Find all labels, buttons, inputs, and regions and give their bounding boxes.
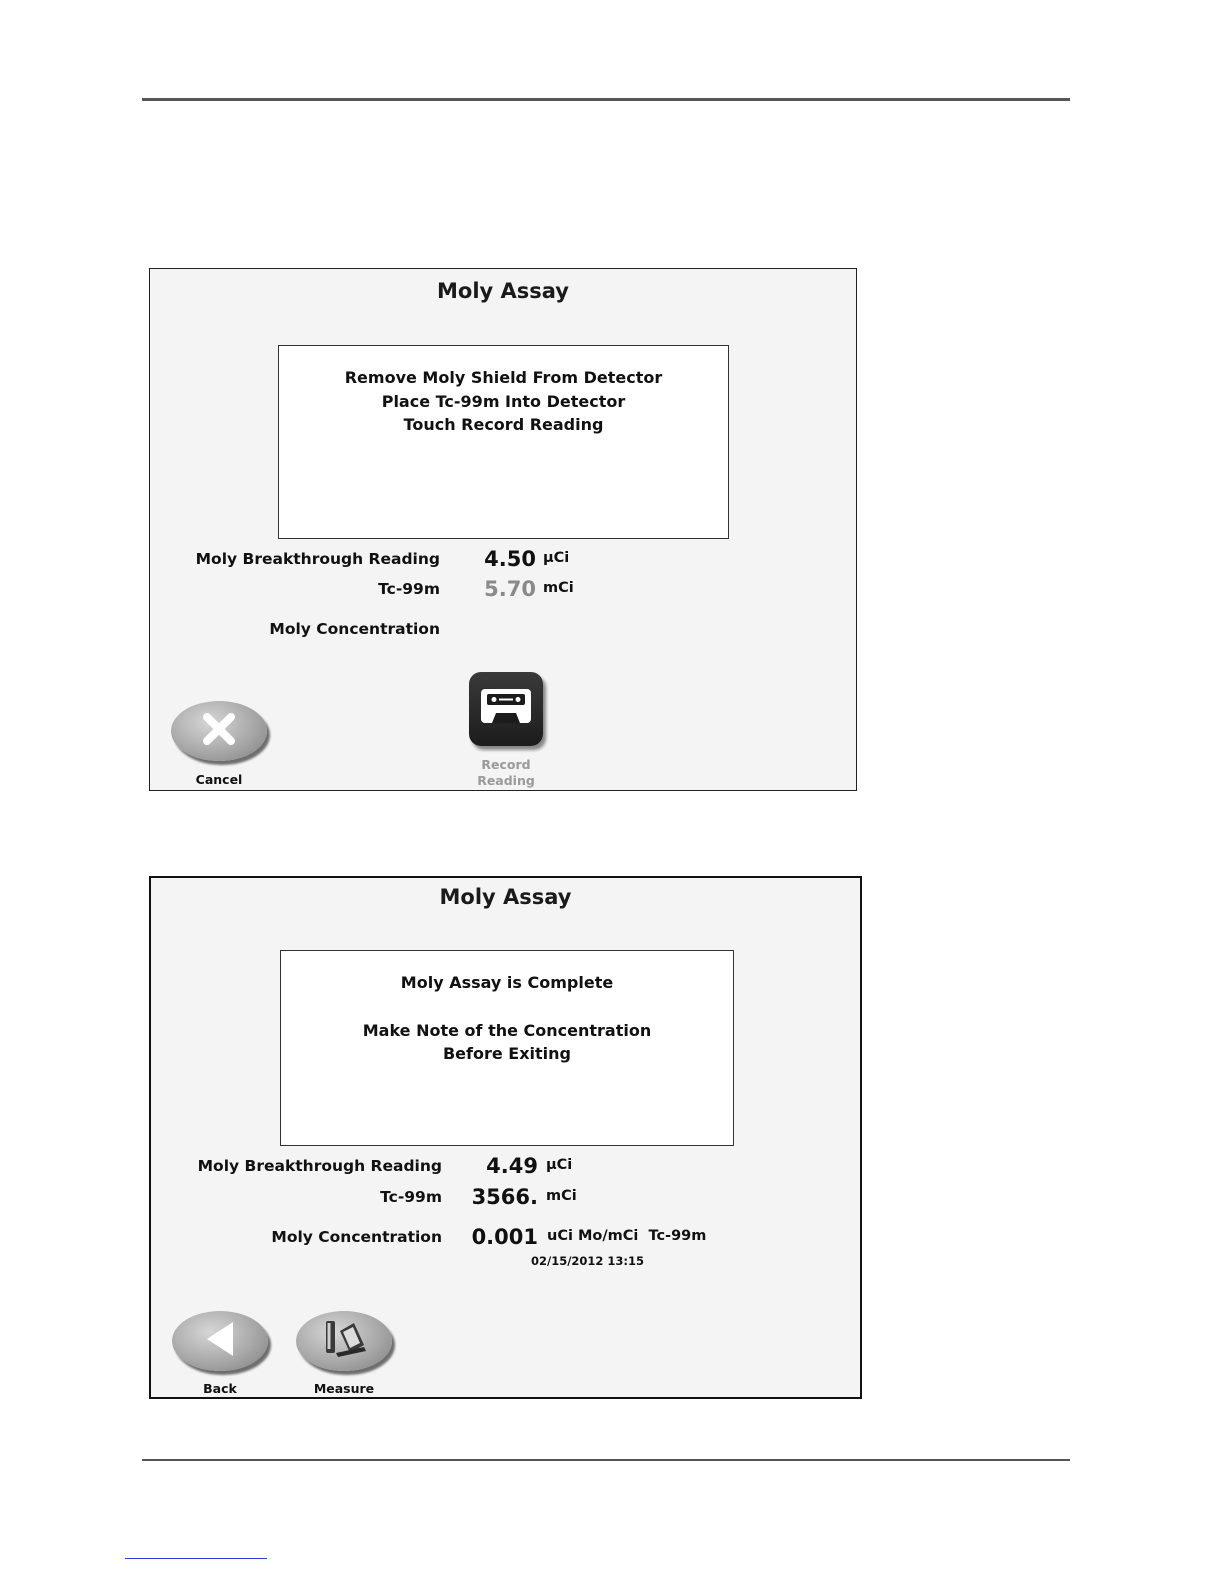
breakthrough-label: Moly Breakthrough Reading: [197, 1157, 442, 1175]
breakthrough-value: 4.50: [484, 547, 536, 571]
instruction-line: Make Note of the Concentration: [362, 1020, 652, 1040]
instruction-box: [278, 345, 729, 539]
record-reading-label: [456, 757, 556, 789]
instruction-line: Before Exiting: [442, 1044, 572, 1063]
concentration-unit: uCi Mo/mCi Tc-99m: [547, 1228, 707, 1244]
record-label-line: Record: [481, 757, 531, 772]
concentration-value: 0.001: [471, 1225, 538, 1249]
tc99m-label: Tc-99m: [380, 1188, 442, 1206]
breakthrough-unit: µCi: [543, 550, 570, 566]
timestamp: 02/15/2012 13:15: [531, 1254, 645, 1268]
measure-button[interactable]: [296, 1311, 392, 1371]
header-rule: [142, 98, 1070, 101]
breakthrough-unit: µCi: [546, 1157, 573, 1173]
back-arrow-icon: [203, 1319, 237, 1363]
breakthrough-label: Moly Breakthrough Reading: [195, 550, 440, 568]
concentration-label: Moly Concentration: [269, 620, 440, 638]
measure-button-label: Measure: [313, 1381, 375, 1396]
screen-title: Moly Assay: [437, 279, 569, 303]
concentration-label: Moly Concentration: [271, 1228, 442, 1246]
tc99m-value: 5.70: [484, 577, 536, 601]
back-button-label: Back: [203, 1381, 237, 1396]
instruction-line: Remove Moly Shield From Detector: [344, 368, 663, 387]
tc99m-label: Tc-99m: [378, 580, 440, 598]
tc99m-unit: mCi: [543, 580, 574, 596]
instruction-line: Touch Record Reading: [403, 415, 604, 434]
breakthrough-value: 4.49: [486, 1154, 538, 1178]
instruction-line: Moly Assay is Complete: [400, 973, 614, 992]
measure-icon: [318, 1317, 370, 1365]
moly-assay-screen-complete: [149, 876, 862, 1399]
moly-assay-screen-record: [149, 268, 857, 791]
record-reading-button[interactable]: [469, 672, 543, 746]
back-button[interactable]: [172, 1311, 268, 1371]
cancel-button-label: Cancel: [195, 772, 243, 787]
instruction-box: [280, 950, 734, 1146]
footer-rule: [142, 1459, 1070, 1461]
instruction-line: Place Tc-99m Into Detector: [381, 391, 626, 411]
close-icon: [199, 709, 239, 753]
tc99m-value: 3566.: [471, 1185, 538, 1209]
cancel-button[interactable]: [171, 701, 267, 761]
tc99m-unit: mCi: [546, 1188, 577, 1204]
cassette-icon: [478, 685, 534, 733]
link-underline: [125, 1558, 267, 1559]
record-label-line: Reading: [477, 773, 535, 788]
screen-title: Moly Assay: [439, 885, 572, 909]
